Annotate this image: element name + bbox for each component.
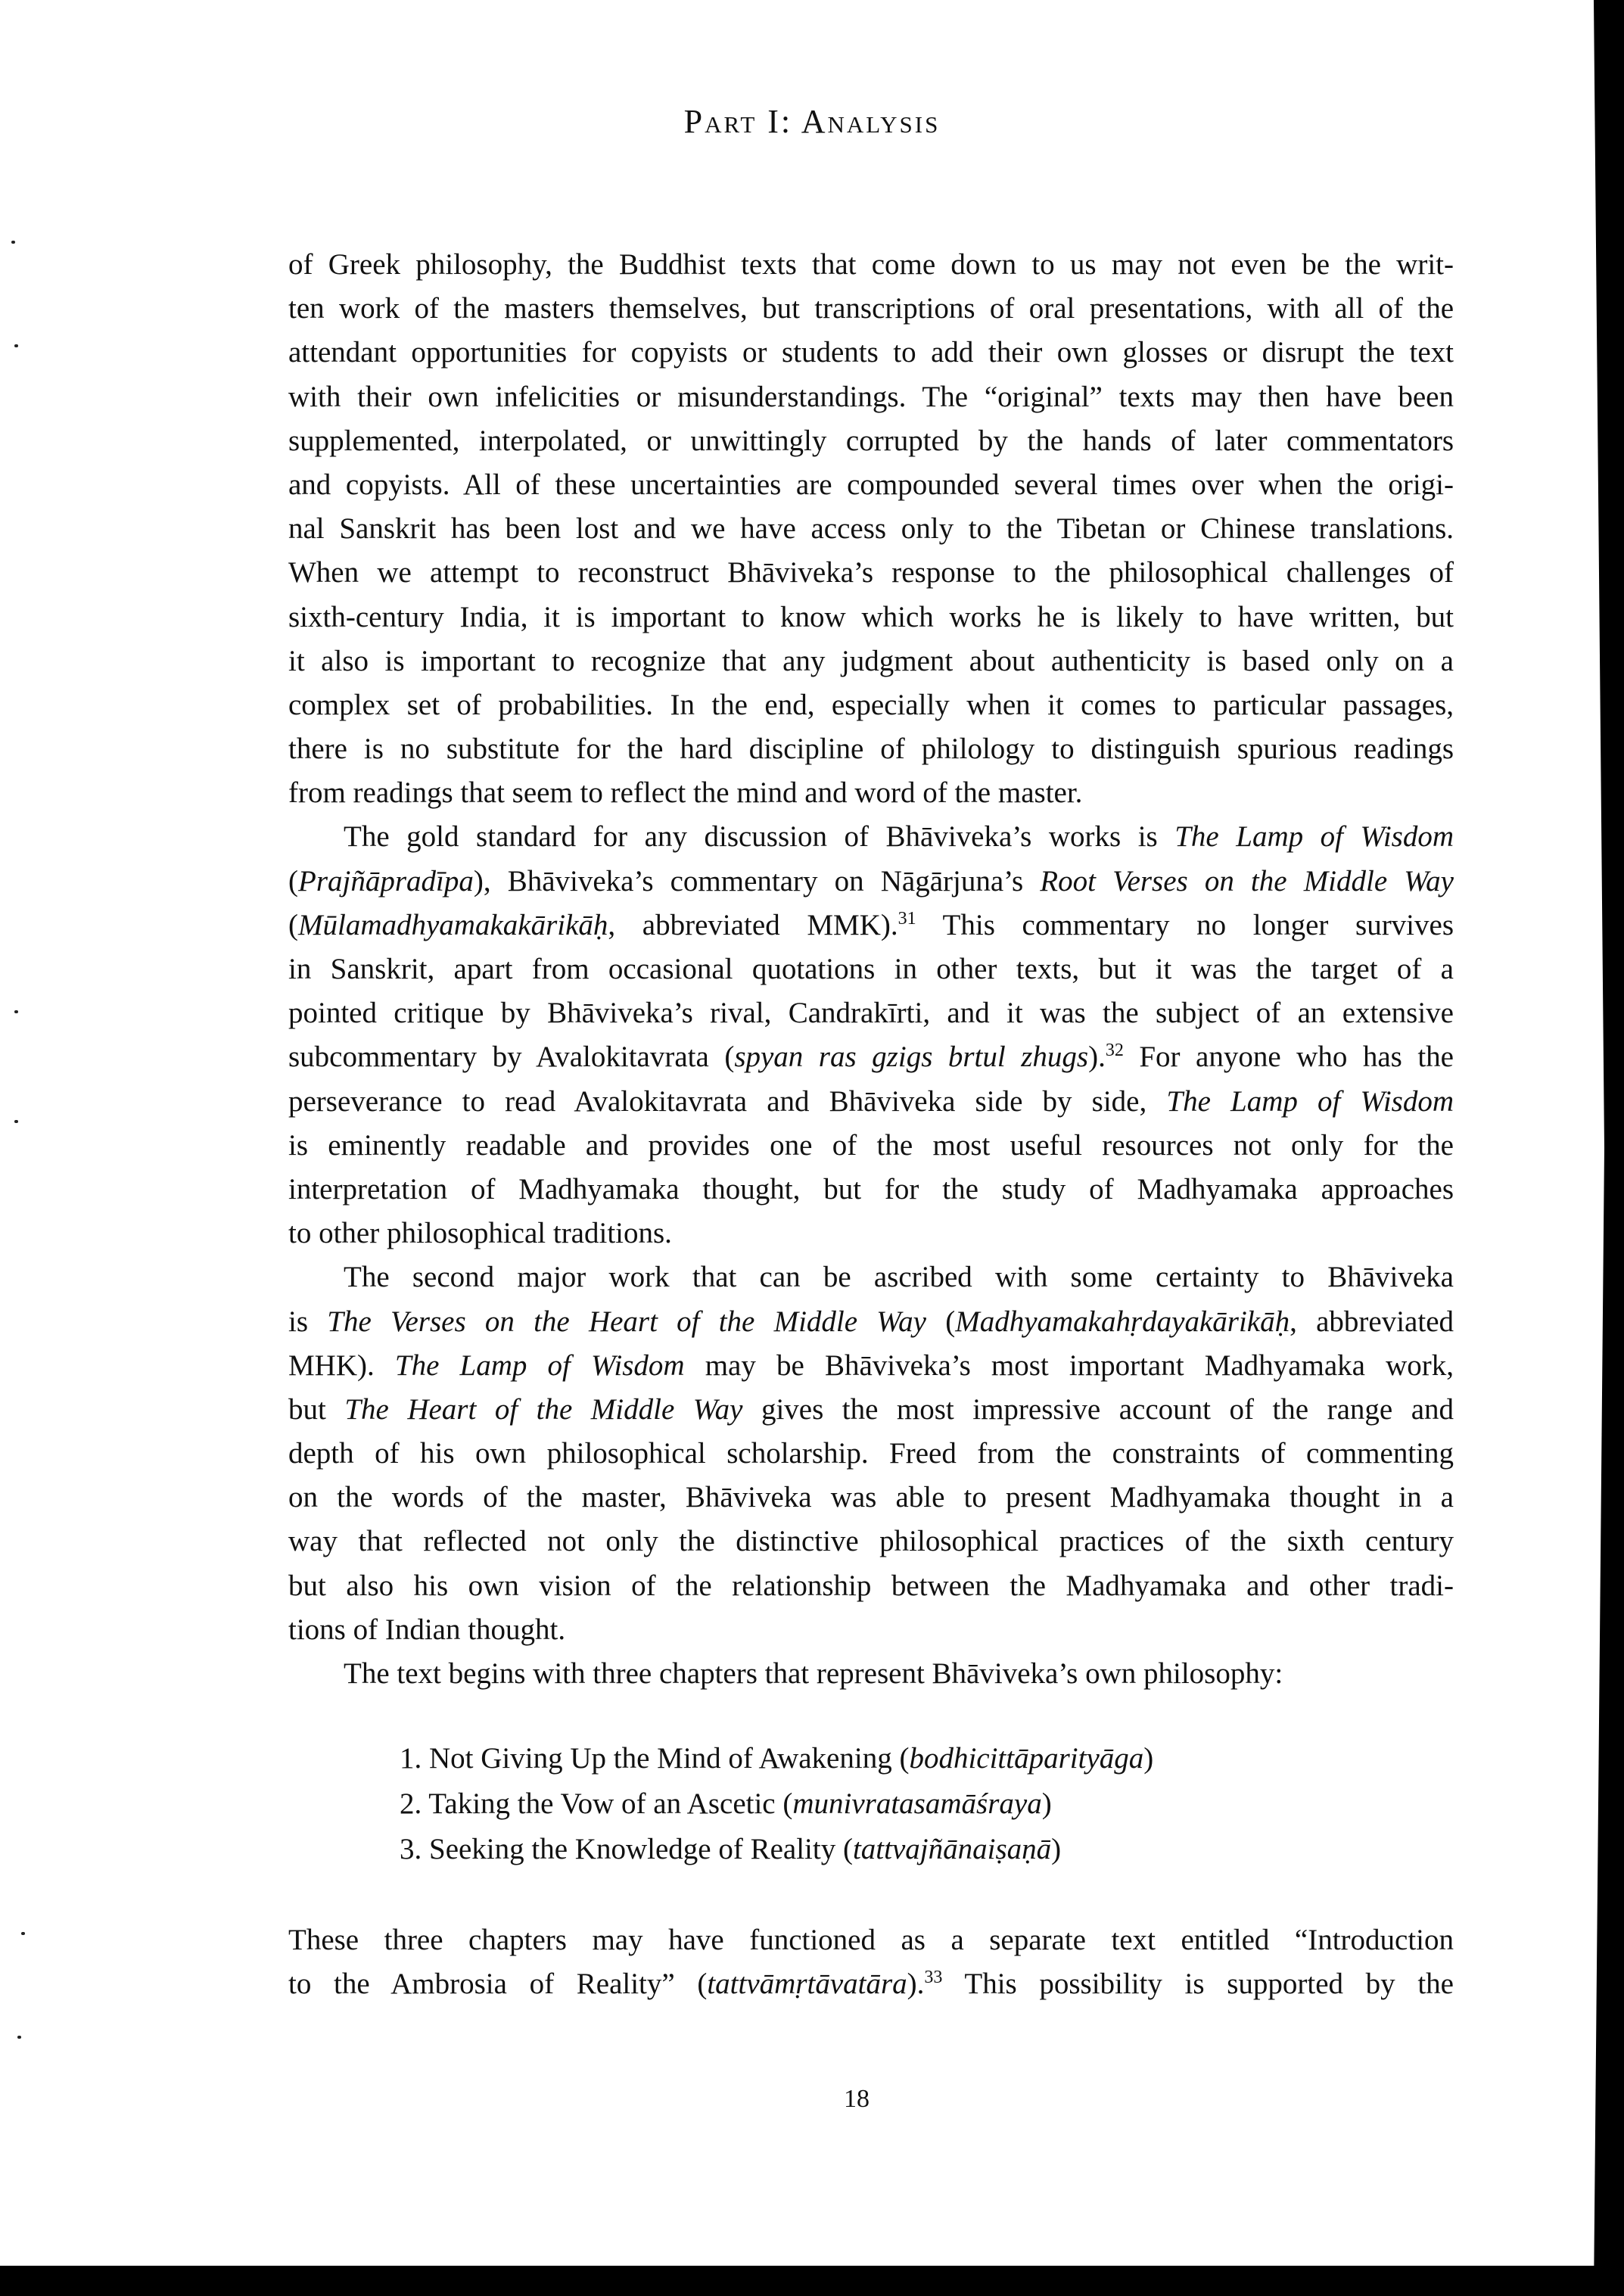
text-run: supplemented, interpolated, or unwittingly corrupted by the hands of later commentators [288,424,1454,457]
text-line [288,1212,1454,1255]
footnote-ref: 32 [1105,1041,1124,1061]
text-run: ). [907,1968,925,2001]
text-line [288,1255,1454,1299]
text-line [288,551,1454,595]
text-line [288,991,1454,1035]
italic-title: Prajñāpradīpa [298,864,474,898]
text-run: 3. Seeking the Knowledge of Reality ( [400,1833,853,1865]
text-run: This possibility is supported by the [942,1968,1454,2001]
text-line [288,1035,1454,1079]
text-run: The text begins with three chapters that represent Bhāviveka’s own philosophy: [344,1657,1283,1690]
text-line [288,375,1454,419]
scan-edge-bottom [0,2266,1624,2296]
text-run: , abbreviated [1290,1305,1454,1338]
text-line [288,243,1454,287]
text-run: ), Bhāviveka’s commentary on Nāgārjuna’s [473,864,1041,898]
text-line [288,904,1454,947]
text-line [288,1124,1454,1168]
text-line [288,639,1454,683]
italic-title: Mūlamadhyamakakārikāḥ [298,908,608,941]
chapter-list [400,1736,1153,1872]
text-run: is eminently readable and provides one of the most useful resources not only for the [288,1128,1454,1162]
text-run: perseverance to read Avalokitavrata and Bhāviveka side by side, [288,1084,1167,1118]
running-head: Part I: Analysis [683,103,941,140]
text-run: and copyists. All of these uncertainties are compounded several times over when the origi- [288,468,1454,501]
page-number: 18 [844,2085,870,2113]
text-line [288,947,1454,991]
text-run: depth of his own philosophical scholarship. Freed from the constraints of commenting [288,1437,1454,1470]
text-line [288,1432,1454,1476]
text-run: complex set of probabilities. In the end, especially when it comes to particular passages, [288,688,1454,721]
text-line [288,1080,1454,1124]
text-run: to other philosophical traditions. [288,1217,672,1250]
italic-title: tattvāmṛtāvatāra [707,1968,907,2001]
italic-title: The Lamp of Wisdom [1166,1084,1454,1118]
text-line [288,596,1454,639]
italic-title: The Lamp of Wisdom [394,1349,685,1382]
text-run: tions of Indian thought. [288,1613,566,1646]
text-line [288,1520,1454,1563]
text-line [288,1476,1454,1520]
text-line [288,331,1454,375]
italic-title: Root Verses on the Middle Way [1040,864,1454,898]
scan-speck [17,2036,21,2039]
text-run: ( [288,864,298,898]
text-run: with their own infelicities or misunderstandings. The “original” texts may then have been [288,380,1454,413]
text-run: from readings that seem to reflect the mind and word of the master. [288,776,1083,810]
text-line [288,1962,1454,2006]
text-run: This commentary no longer survives [916,908,1454,941]
italic-title: spyan ras gzigs brtul zhugs [734,1041,1089,1074]
footnote-ref: 33 [924,1968,943,1988]
text-run: 2. Taking the Vow of an Ascetic ( [400,1787,793,1820]
text-run: may be Bhāviveka’s most important Madhyamaka work, [684,1349,1454,1382]
text-line [288,507,1454,551]
closing-paragraph [288,1918,1454,2006]
text-run: attendant opportunities for copyists or students to add their own glosses or disrupt the text [288,336,1454,369]
text-run: When we attempt to reconstruct Bhāviveka’s response to the philosophical challenges of [288,556,1454,590]
footnote-ref: 31 [898,908,916,929]
text-run: but [288,1392,345,1426]
text-run: ) [1041,1787,1052,1820]
text-line [288,1300,1454,1344]
text-line [288,287,1454,331]
text-run: , abbreviated MMK). [608,908,898,941]
text-run: but also his own vision of the relationship between the Madhyamaka and other tradi- [288,1569,1454,1602]
text-run: The second major work that can be ascribed with some certainty to Bhāviveka [344,1261,1454,1294]
text-run: 1. Not Giving Up the Mind of Awakening ( [400,1742,910,1775]
list-item [400,1781,1153,1827]
text-run: way that reflected not only the distinctive philosophical practices of the sixth century [288,1525,1454,1558]
text-run: interpretation of Madhyamaka thought, but for the study of Madhyamaka approaches [288,1172,1454,1206]
text-line [288,727,1454,771]
text-run: MHK). [288,1349,395,1382]
text-run: ) [1143,1742,1154,1775]
scan-speck [14,344,18,347]
list-item [400,1736,1153,1781]
text-line [288,1168,1454,1212]
italic-title: The Heart of the Middle Way [344,1392,743,1426]
text-run: it also is important to recognize that any judgment about authenticity is based only on a [288,644,1454,677]
text-line [288,860,1454,904]
text-line [288,1652,1454,1696]
text-line [288,771,1454,815]
text-line [288,1344,1454,1388]
text-run: For anyone who has the [1123,1041,1454,1074]
italic-title: munivratasamāśraya [792,1787,1042,1820]
text-run: gives the most impressive account of the range and [742,1392,1454,1426]
text-line [288,683,1454,727]
text-line [288,1564,1454,1608]
text-line [288,815,1454,859]
italic-title: tattvajñānaiṣaṇā [852,1833,1052,1865]
text-run: subcommentary by Avalokitavrata ( [288,1041,735,1074]
text-line [288,419,1454,463]
italic-title: The Verses on the Heart of the Middle Way [327,1305,926,1338]
italic-title: bodhicittāparityāga [909,1742,1144,1775]
text-run: of Greek philosophy, the Buddhist texts that come down to us may not even be the writ- [288,248,1454,281]
text-run: The gold standard for any discussion of Bhāviveka’s works is [344,820,1175,854]
text-run: ). [1088,1041,1106,1074]
text-run: ten work of the masters themselves, but transcriptions of oral presentations, with all of the [288,292,1454,325]
text-run: sixth-century India, it is important to know which works he is likely to have written, but [288,600,1454,633]
text-line [288,1608,1454,1652]
text-run: nal Sanskrit has been lost and we have access only to the Tibetan or Chinese translations. [288,512,1454,546]
scan-edge-right [1594,0,1624,2296]
italic-title: Madhyamakahṛdayakārikāḥ [955,1305,1290,1338]
text-run: ( [926,1305,956,1338]
scan-speck [14,1120,18,1123]
text-line [288,1388,1454,1432]
text-run: there is no substitute for the hard discipline of philology to distinguish spurious readings [288,733,1454,766]
text-line [288,463,1454,507]
body-text [288,243,1454,1696]
scan-speck [21,1932,25,1935]
text-run: to the Ambrosia of Reality” ( [288,1968,708,2001]
text-run: in Sanskrit, apart from occasional quotations in other texts, but it was the target of a [288,953,1454,985]
text-run: These three chapters may have functioned as a separate text entitled “Introduction [288,1924,1454,1956]
text-run: ) [1051,1833,1062,1865]
scan-speck [14,1010,18,1013]
list-item [400,1827,1153,1872]
text-run: pointed critique by Bhāviveka’s rival, Candrakīrti, and it was the subject of an extensive [288,997,1454,1030]
text-run: ( [288,908,298,941]
text-line [288,1918,1454,1962]
text-run: is [288,1305,328,1338]
scan-speck [11,241,15,244]
text-run: on the words of the master, Bhāviveka was able to present Madhyamaka thought in a [288,1481,1454,1514]
italic-title: The Lamp of Wisdom [1174,820,1454,854]
